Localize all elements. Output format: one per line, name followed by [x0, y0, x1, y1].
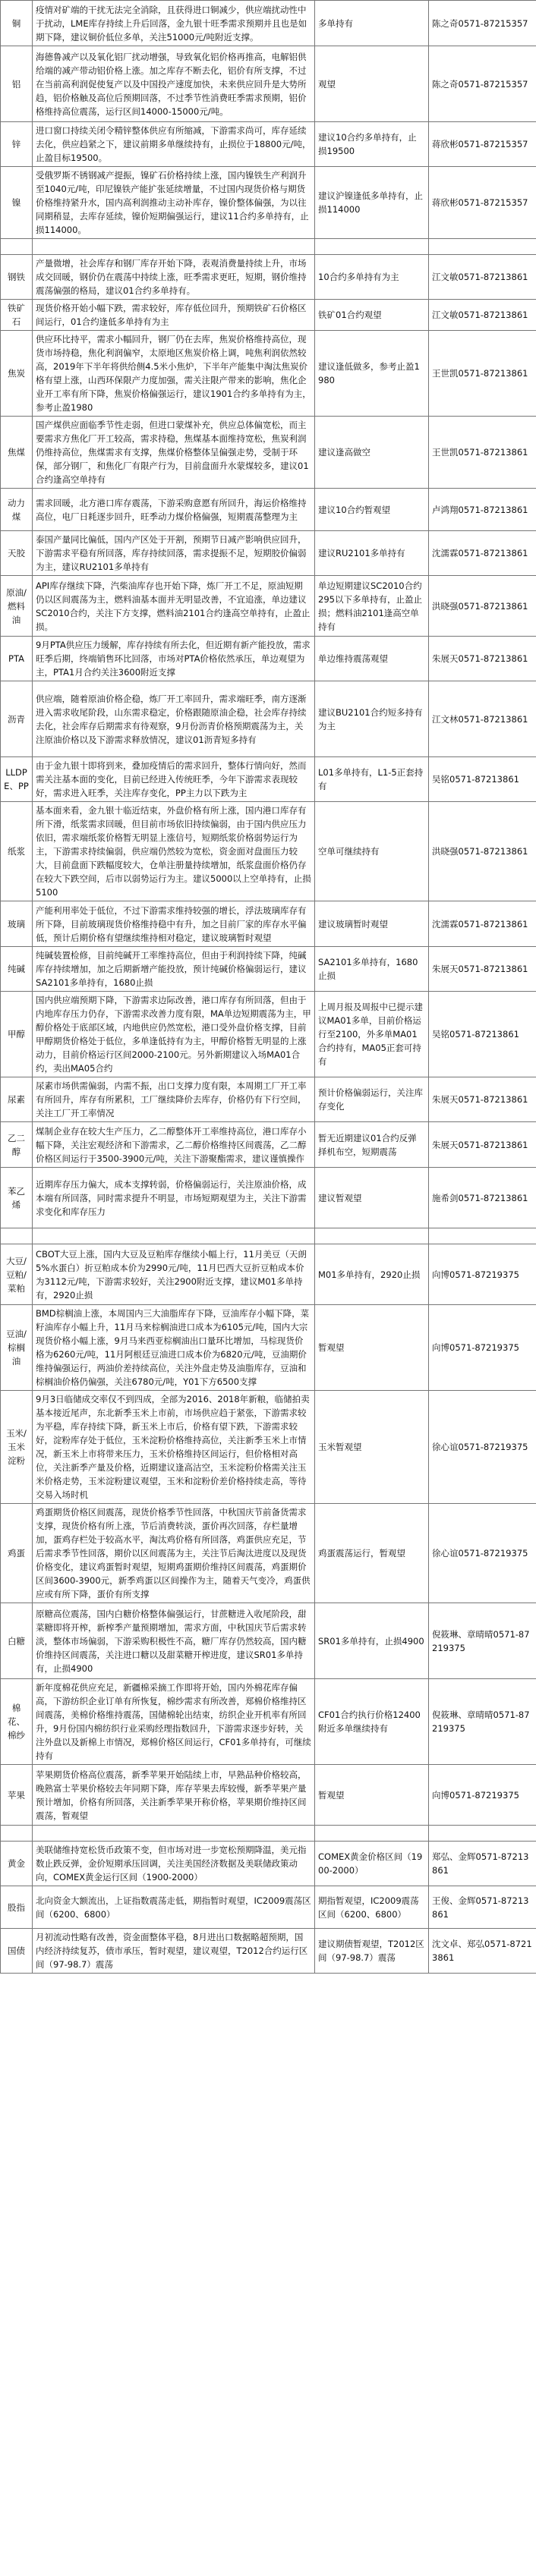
- commodity-name: 锌: [1, 122, 33, 167]
- market-view: 供应端，随着原油价格企稳，炼厂开工率回升，需求端旺季，南方逐渐进入需求收尾阶段，山东需求稳定，价格跟随原油企稳，社会库存持续去化，社会库存后期需求有待观察，9月份沥青价格预期震荡为主，关注原油价格以及下游需求释放情况，建议01沥青短多持有: [33, 681, 315, 757]
- analyst-contact: 王世凯0571-87213861: [429, 331, 536, 417]
- commodity-name: 天胶: [1, 531, 33, 576]
- commodity-row: [1, 300, 536, 331]
- commodity-row: [1, 1886, 536, 1929]
- market-view: 苹果期货价格高位震荡，新季苹果开始陆续上市，早熟品种价格较高，晚熟富士苹果价格较去年同期下降，库存苹果去库较慢，新季苹果产量预计增加，价格有所回落，关注新季苹果开称价格，苹果期价维持区间震荡，暂观望: [33, 1765, 315, 1826]
- commodity-row: [1, 1168, 536, 1228]
- market-view: [33, 1826, 315, 1842]
- market-view: 由于金九银十即将到来，叠加疫情后的需求回升，整体行情向好，然而需关注基本面的变化，目前已经进入传统旺季，今年下游需求表现较好，需求进入旺季，关注库存变化，PP主力以下跌为主: [33, 757, 315, 802]
- market-view: 原糖高位震荡，国内白糖价格整体偏强运行，甘蔗糖进入收尾阶段，甜菜糖即将开榨，新榨季产量预期增加，需求方面，中秋国庆节后需求转淡，整体市场偏弱，下游采购积极性不高，糖厂库存仍然较高，国内糖价维持区间震荡，关注进口糖以及甜菜糖开榨进度，建议SR01多单持有，止损4900: [33, 1603, 315, 1679]
- strategy-advice: CF01合约执行价格12400附近多单继续持有: [315, 1679, 429, 1765]
- commodity-row: [1, 1, 536, 46]
- strategy-advice: 10合约多单持有为主: [315, 255, 429, 300]
- commodity-row: [1, 1391, 536, 1504]
- strategy-advice: 建议期债暂观望，T2012区间（97-98.7）震荡: [315, 1929, 429, 1974]
- commodity-row: [1, 1504, 536, 1603]
- market-view: 需求回暖，北方港口库存震荡，下游采购意愿有所回升，海运价格维持高位，电厂日耗逐步回升，旺季动力煤价格偏强，短期震荡整理为主: [33, 489, 315, 531]
- commodity-name: 玉米/玉米淀粉: [1, 1391, 33, 1504]
- market-view: 现货价格开始小幅下跌，需求较好，库存低位回升，预期铁矿石价格区间运行，01合约逢低多单持有为主: [33, 300, 315, 331]
- market-view: BMD棕榈油上涨，本周国内三大油脂库存下降，豆油库存小幅下降，菜籽油库存小幅上升，11月马来棕榈油进口成本为6105元/吨，国内大宗现货价格小幅上涨，9月马来西亚棕榈油出口量环比增加，马棕现货价格为6260元/吨，11月阿根廷豆油进口成本价为6820元/吨，豆油期价维持偏强运行，两油价差持续高位，关注外盘走势及油脂库存，豆油和棕榈油价格仍偏强，关注6780元/吨，Y01下方6500支撑: [33, 1305, 315, 1391]
- commodity-name: LLDPE、PP: [1, 757, 33, 802]
- commodity-name: [1, 239, 33, 255]
- analyst-contact: 施希剑0571-87213861: [429, 1168, 536, 1228]
- strategy-advice: M01多单持有，2920止损: [315, 1244, 429, 1305]
- analyst-contact: 郑弘、金辉0571-87213861: [429, 1842, 536, 1886]
- strategy-advice: 建议10合约暂观望: [315, 489, 429, 531]
- strategy-advice: 上周月报及周报中已提示建议MA01多单，目前价格运行至2100，外多单MA01合约持有，MA05正套可持有: [315, 992, 429, 1077]
- commodity-row: [1, 1122, 536, 1168]
- analyst-contact: 向博0571-87219375: [429, 1244, 536, 1305]
- commodity-row: [1, 576, 536, 637]
- commodity-name: [1, 1826, 33, 1842]
- analyst-contact: 陈之奇0571-87215357: [429, 1, 536, 46]
- commodity-name: [1, 1228, 33, 1244]
- commodity-name: 铜: [1, 1, 33, 46]
- strategy-advice: [315, 1228, 429, 1244]
- analyst-contact: 洪晓强0571-87213861: [429, 802, 536, 901]
- market-view: 北向资金大额流出，上证指数震荡走低，期指暂时观望，IC2009震荡区间（6200、6800）: [33, 1886, 315, 1929]
- market-view: 泰国产量同比偏低，国内产区处于开割，预期节日减产影响供应回升，下游需求平稳有所回落，库存持续回落，需求提振不足，短期胶价偏弱为主，建议RU2101多单持有: [33, 531, 315, 576]
- section-gap-row: [1, 1228, 536, 1244]
- commodity-name: 鸡蛋: [1, 1504, 33, 1603]
- commodity-row: [1, 1842, 536, 1886]
- strategy-advice: 单边维持震荡观望: [315, 637, 429, 681]
- commodity-row: [1, 1603, 536, 1679]
- strategy-advice: 空单可继续持有: [315, 802, 429, 901]
- commodity-name: 国债: [1, 1929, 33, 1974]
- commodity-row: [1, 1765, 536, 1826]
- strategy-advice: L01多单持有，L1-5正套持有: [315, 757, 429, 802]
- market-view: 疫情对矿端的干扰无法完全消除，且获得进口铜减少，供应端扰动性中于扰动，LME库存持续上升后回落，金九银十旺季需求预期并且也是如期下降，建议铜价低位多单，关注51000元/吨附近支撑。: [33, 1, 315, 46]
- analyst-contact: 卢鸿翔0571-87213861: [429, 489, 536, 531]
- analyst-contact: 江文敏0571-87213861: [429, 255, 536, 300]
- commodity-name: 豆油/棕榈油: [1, 1305, 33, 1391]
- market-view: [33, 1228, 315, 1244]
- strategy-table-body: [1, 1, 536, 1974]
- market-view: 产能利用率处于低位，不过下游需求维持较强的增长，浮法玻璃库存有所下降，目前玻璃现货价格维持稳中有升，加之目前厂家的库存水平偏低，预计后期价格有望继续维持相对稳定，建议玻璃暂时观望: [33, 901, 315, 947]
- analyst-contact: 朱展天0571-87213861: [429, 947, 536, 992]
- commodity-row: [1, 255, 536, 300]
- commodity-row: [1, 681, 536, 757]
- commodity-row: [1, 1244, 536, 1305]
- commodity-name: 大豆/豆粕/菜粕: [1, 1244, 33, 1305]
- commodity-name: 甲醇: [1, 992, 33, 1077]
- commodity-row: [1, 1077, 536, 1122]
- strategy-advice: 建议沪镍逢低多单持有，止损114000: [315, 167, 429, 239]
- market-view: 鸡蛋期货价格区间震荡，现货价格季节性回落，中秋国庆节前备货需求支撑，现货价格有所上涨，节后消费转淡，蛋价再次回落，存栏量增加，蛋鸡存栏处于较高水平，淘汰鸡价格有所回落，鸡蛋供应充足，节后需求季节性回落，期价以区间震荡为主，关注节后淘汰进度以及现货价格变化，建议鸡蛋暂时观望，短期鸡蛋期价维持区间震荡，鸡蛋期价区间3600-3900元，新季鸡蛋以区间操作为主，随着天气变冷，鸡蛋供应或有所下降，蛋价有所支撑: [33, 1504, 315, 1603]
- analyst-contact: 王世凯0571-87213861: [429, 417, 536, 489]
- market-view: 9月3日临储成交率仅不到四成，全部为2016、2018年新粮，临储拍卖基本接近尾声，东北新季玉米上市前，市场供应趋于紧张，下游需求较为平稳，库存持续下降，新玉米上市后，价格有望下跌，下游需求较好，淀粉库存处于低位，玉米淀粉价格维持高位，关注新季玉米上市情况，新玉米上市将带来压力，玉米价格维持区间运行，但价格相对高位，关注新季产量及价格，近期建议逢高沽空，玉米淀粉价格需关注玉米价格走势，玉米淀粉建议观望，玉米和淀粉价差价格持续走高，等待交易入场时机: [33, 1391, 315, 1504]
- commodity-name: 铝: [1, 46, 33, 122]
- strategy-advice: 暂无近期建议01合约反弹择机布空，短期震荡: [315, 1122, 429, 1168]
- analyst-contact: [429, 1826, 536, 1842]
- commodity-row: [1, 901, 536, 947]
- analyst-contact: 沈濡霖0571-87213861: [429, 901, 536, 947]
- commodity-row: [1, 1679, 536, 1765]
- commodity-row: [1, 802, 536, 901]
- analyst-contact: 徐心谊0571-87219375: [429, 1391, 536, 1504]
- market-view: 煤制企业存在较大生产压力，乙二醇整体开工率维持高位，港口库存小幅下降，关注宏观经济和下游需求，乙二醇价格维持区间震荡，乙二醇价格区间运行于3500-3900元/吨，关注下游聚酯需求，建议谨慎操作: [33, 1122, 315, 1168]
- commodity-name: 原油/燃料油: [1, 576, 33, 637]
- commodity-row: [1, 489, 536, 531]
- market-view: 纯碱装置检修，目前纯碱开工率维持高位，但由于利润持续下降，纯碱库存持续增加，加之后期新增产能投放，预计纯碱价格偏弱运行，建议SA2101多单持有，1680止损: [33, 947, 315, 992]
- strategy-advice: 暂观望: [315, 1305, 429, 1391]
- market-view: 供应环比持平，需求小幅回升，钢厂仍在去库，焦炭价格维持高位，现货市场持稳，焦化利润偏窄，太原地区焦炭价格上调，吨焦利润依然较高，2019年下半年将供给侧4.5米小焦炉，下半年产能集中淘汰焦炭价格有望上涨，山西环保限产力度加强，需关注限产带来的影响，焦化企业开工率有所下降，焦炭价格偏强运行，建议1901合约多单持有为主，参考止盈1980: [33, 331, 315, 417]
- commodity-name: 动力煤: [1, 489, 33, 531]
- analyst-contact: [429, 1228, 536, 1244]
- analyst-contact: 陈之奇0571-87215357: [429, 46, 536, 122]
- strategy-advice: 铁矿01合约观望: [315, 300, 429, 331]
- market-view: API库存继续下降，汽柴油库存也开始下降，炼厂开工不足，原油短期仍以区间震荡为主，燃料油基本面并无明显改善，不宜追涨，单边建议SC2010合约，关注下方支撑，燃料油2101合约逢高空单持有，止盈止损。: [33, 576, 315, 637]
- commodity-row: [1, 637, 536, 681]
- market-view: 新年度棉花供应充足，新疆棉采摘工作即将开始，国内外棉花库存偏高，下游纺织企业订单有所恢复，棉纱需求有所改善，郑棉价格维持区间震荡，美棉价格维持震荡，国储棉轮出结束，纺织企业开机率有所回升，9月份国内棉纺织行业采购经理指数回升，下游需求逐步好转，关注外盘以及新棉上市情况，郑棉价格区间运行，CF01多单持有，可继续持有: [33, 1679, 315, 1765]
- market-view: 产量微增，社会库存和钢厂库存开始下降，表观消费量持续上升，市场成交回暖，钢价仍在震荡中持续上涨，旺季需求更旺，短期，钢价维持震荡偏强的格局，建议01合约多单持有。: [33, 255, 315, 300]
- commodity-name: 焦煤: [1, 417, 33, 489]
- strategy-advice: 建议BU2101合约短多持有为主: [315, 681, 429, 757]
- strategy-advice: COMEX黄金价格区间（1900-2000）: [315, 1842, 429, 1886]
- strategy-advice: 观望: [315, 46, 429, 122]
- analyst-contact: 徐心谊0571-87219375: [429, 1504, 536, 1603]
- commodity-name: 纯碱: [1, 947, 33, 992]
- market-view: 受俄罗斯不锈钢减产提振，镍矿石价格持续上涨，国内镍铁生产利润升至1040元/吨，印尼镍铁产能扩张延续增量，不过国内现货价格与期货价格维持紧升水，国内高利润推动主动补库存，镍价整体偏强，为以往同期稍显，去库存延续，镍价短期偏强运行，建议11合约多单持有，止损114000。: [33, 167, 315, 239]
- analyst-contact: 倪筱琳、章晴晴0571-87219375: [429, 1603, 536, 1679]
- strategy-advice: 建议10合约多单持有，止损19500: [315, 122, 429, 167]
- strategy-advice: 鸡蛋震荡运行，暂观望: [315, 1504, 429, 1603]
- market-view: 尿素市场供需偏弱，内需不振，出口支撑力度有限，本周期工厂开工率有所回升，库存有所累积，工厂继续降价去库存，价格仍有下行空间，关注工厂开工率情况: [33, 1077, 315, 1122]
- strategy-advice: 建议逢低做多，参考止盈1980: [315, 331, 429, 417]
- commodity-name: 白糖: [1, 1603, 33, 1679]
- strategy-advice: 玉米暂观望: [315, 1391, 429, 1504]
- market-view: 国产煤供应面临季节性走弱，但进口蒙煤补充，供应总体偏宽松，而主要需求方焦化厂开工较高，需求持稳，焦煤基本面维持宽松，焦炭利润仍维持高位，焦煤需求有支撑，焦煤价格整体呈偏强走势，受制于环保，部分钢厂，和焦化厂有限产行为，目前盘面升水蒙煤较多，建议01合约逢高空单持有: [33, 417, 315, 489]
- commodity-row: [1, 417, 536, 489]
- strategy-advice: SR01多单持有，止损4900: [315, 1603, 429, 1679]
- commodity-name: 乙二醇: [1, 1122, 33, 1168]
- market-view: 国内供应端预期下降，下游需求边际改善，港口库存有所回落，但由于内地库存压力仍存，下游需求改善力度有限，MA单边短期震荡为主，甲醇价格处于底部区域，内地供应仍然宽松，港口受外盘价格支撑，目前甲醇期货价格处于低位，多单逢低持有为主，甲醇价格暂无明显的上涨动力，目前价格运行区间2000-2100元。另外新期建议入场MA01合约，卖出MA05合约: [33, 992, 315, 1077]
- analyst-contact: 朱展天0571-87213861: [429, 1077, 536, 1122]
- market-view: 近期库存压力偏大，成本支撑转弱，价格偏弱运行，关注原油价格，成本端有所回落，同时需求提升不明显，市场短期观望为主，关注下游需求变化和库存压力: [33, 1168, 315, 1228]
- market-view: CBOT大豆上涨，国内大豆及豆粕库存继续小幅上行，11月美豆（天朗5%水蛋白）折豆粕成本价为2990元/吨，11月巴西大豆折豆粕成本价为3112元/吨，下游需求较好，关注2900附近支撑，建议M01多单持有，2920止损: [33, 1244, 315, 1305]
- analyst-contact: 吴铭0571-87213861: [429, 992, 536, 1077]
- commodity-name: 铁矿石: [1, 300, 33, 331]
- commodity-row: [1, 992, 536, 1077]
- commodity-row: [1, 331, 536, 417]
- analyst-contact: [429, 239, 536, 255]
- market-view: 进口窗口持续关闭令精锌整体供应有所缩减，下游需求尚可，库存延续去化，供应趋紧之下，建议前期多单继续持有，止损位于18800元/吨，止盈目标19500。: [33, 122, 315, 167]
- strategy-advice: 预计价格偏弱运行，关注库存变化: [315, 1077, 429, 1122]
- analyst-contact: 吴铭0571-87213861: [429, 757, 536, 802]
- section-gap-row: [1, 239, 536, 255]
- commodity-row: [1, 167, 536, 239]
- analyst-contact: 蒋欣彬0571-87215357: [429, 122, 536, 167]
- analyst-contact: 朱展天0571-87213861: [429, 1122, 536, 1168]
- analyst-contact: 沈濡霖0571-87213861: [429, 531, 536, 576]
- strategy-advice: 暂观望: [315, 1765, 429, 1826]
- market-view: 9月PTA供应压力缓解，库存持续有所去化，但近期有新产能投放，需求旺季后期，终端销售环比回落，市场对PTA价格依然承压，单边观望为主，PTA1月合约关注3600附近支撑: [33, 637, 315, 681]
- commodity-name: 纸浆: [1, 802, 33, 901]
- commodity-row: [1, 757, 536, 802]
- analyst-contact: 向博0571-87219375: [429, 1305, 536, 1391]
- analyst-contact: 朱展天0571-87213861: [429, 637, 536, 681]
- strategy-advice: SA2101多单持有，1680止损: [315, 947, 429, 992]
- commodity-name: 苯乙烯: [1, 1168, 33, 1228]
- analyst-contact: 蒋欣彬0571-87215357: [429, 167, 536, 239]
- section-gap-row: [1, 1826, 536, 1842]
- commodity-row: [1, 46, 536, 122]
- commodity-row: [1, 1305, 536, 1391]
- commodity-name: 钢铁: [1, 255, 33, 300]
- market-view: [33, 239, 315, 255]
- strategy-advice: 建议玻璃暂时观望: [315, 901, 429, 947]
- commodity-name: 焦炭: [1, 331, 33, 417]
- strategy-advice: 建议RU2101多单持有: [315, 531, 429, 576]
- strategy-advice: 多单持有: [315, 1, 429, 46]
- market-view: 月初流动性略有改善，资金面整体平稳，8月进出口数据略超预期，国内经济持续复苏，债市承压，暂时观望，建议观望，T2012合约运行区间（97-98.7）震荡: [33, 1929, 315, 1974]
- strategy-advice: 单边短期建议SC2010合约295以下多单持有，止盈止损；燃料油2101逢高空单持有: [315, 576, 429, 637]
- analyst-contact: 向博0571-87219375: [429, 1765, 536, 1826]
- strategy-advice: 建议逢高做空: [315, 417, 429, 489]
- strategy-advice: 建议暂观望: [315, 1168, 429, 1228]
- commodity-row: [1, 531, 536, 576]
- strategy-advice: 期指暂观望，IC2009震荡区间（6200、6800）: [315, 1886, 429, 1929]
- commodity-name: 苹果: [1, 1765, 33, 1826]
- commodity-name: 棉花、棉纱: [1, 1679, 33, 1765]
- analyst-contact: 江文林0571-87213861: [429, 681, 536, 757]
- analyst-contact: 沈文卓、郑弘0571-87213861: [429, 1929, 536, 1974]
- market-view: 基本面来看，金九银十临近结束，外盘价格有所上涨，国内港口库存有所下滑，纸浆需求回暖，但目前市场依旧持续偏弱，由于国内供应压力依旧，需求端纸浆价格暂无明显上涨信号，短期纸浆价格弱势运行为主，下游需求持续偏弱，供应端仍然较为宽松，资金面对盘面压力较大，目前盘面下跌幅度较大，仓单注册量持续增加，纸浆盘面价格仍存在较大下跌空间，后市以弱势运行为主。建议5000以上空单持有，止损5100: [33, 802, 315, 901]
- market-view: 美联储维持宽松货币政策不变，但市场对进一步宽松预期降温，美元指数止跌反弹，金价短期承压回调，关注美国经济数据及美联储政策动向，COMEX黄金运行区间（1900-2000）: [33, 1842, 315, 1886]
- market-view: 海德鲁减产以及氧化铝厂扰动增强，导致氧化铝价格再推高，电解铝供给端的减产带动铝价格上涨。加之库存不断去化，铝价有所支撑，不过在当前高利润促使复产以及中国投产速度加快，未来供应回升是大势所趋，铝价格触及高位后预期回落，不过季节性消费旺季需求预期，铝价格维持高位震荡，运行区间14000-15000元/吨。: [33, 46, 315, 122]
- commodity-name: 股指: [1, 1886, 33, 1929]
- commodity-name: 玻璃: [1, 901, 33, 947]
- commodity-name: 沥青: [1, 681, 33, 757]
- analyst-contact: 江文敏0571-87213861: [429, 300, 536, 331]
- commodity-name: 黄金: [1, 1842, 33, 1886]
- commodity-row: [1, 122, 536, 167]
- strategy-advice: [315, 1826, 429, 1842]
- analyst-contact: 王俊、金辉0571-87213861: [429, 1886, 536, 1929]
- commodity-row: [1, 947, 536, 992]
- strategy-advice: [315, 239, 429, 255]
- commodity-name: 镍: [1, 167, 33, 239]
- analyst-contact: 洪晓强0571-87213861: [429, 576, 536, 637]
- commodity-name: PTA: [1, 637, 33, 681]
- analyst-contact: 倪筱琳、章晴晴0571-87219375: [429, 1679, 536, 1765]
- commodity-row: [1, 1929, 536, 1974]
- commodity-name: 尿素: [1, 1077, 33, 1122]
